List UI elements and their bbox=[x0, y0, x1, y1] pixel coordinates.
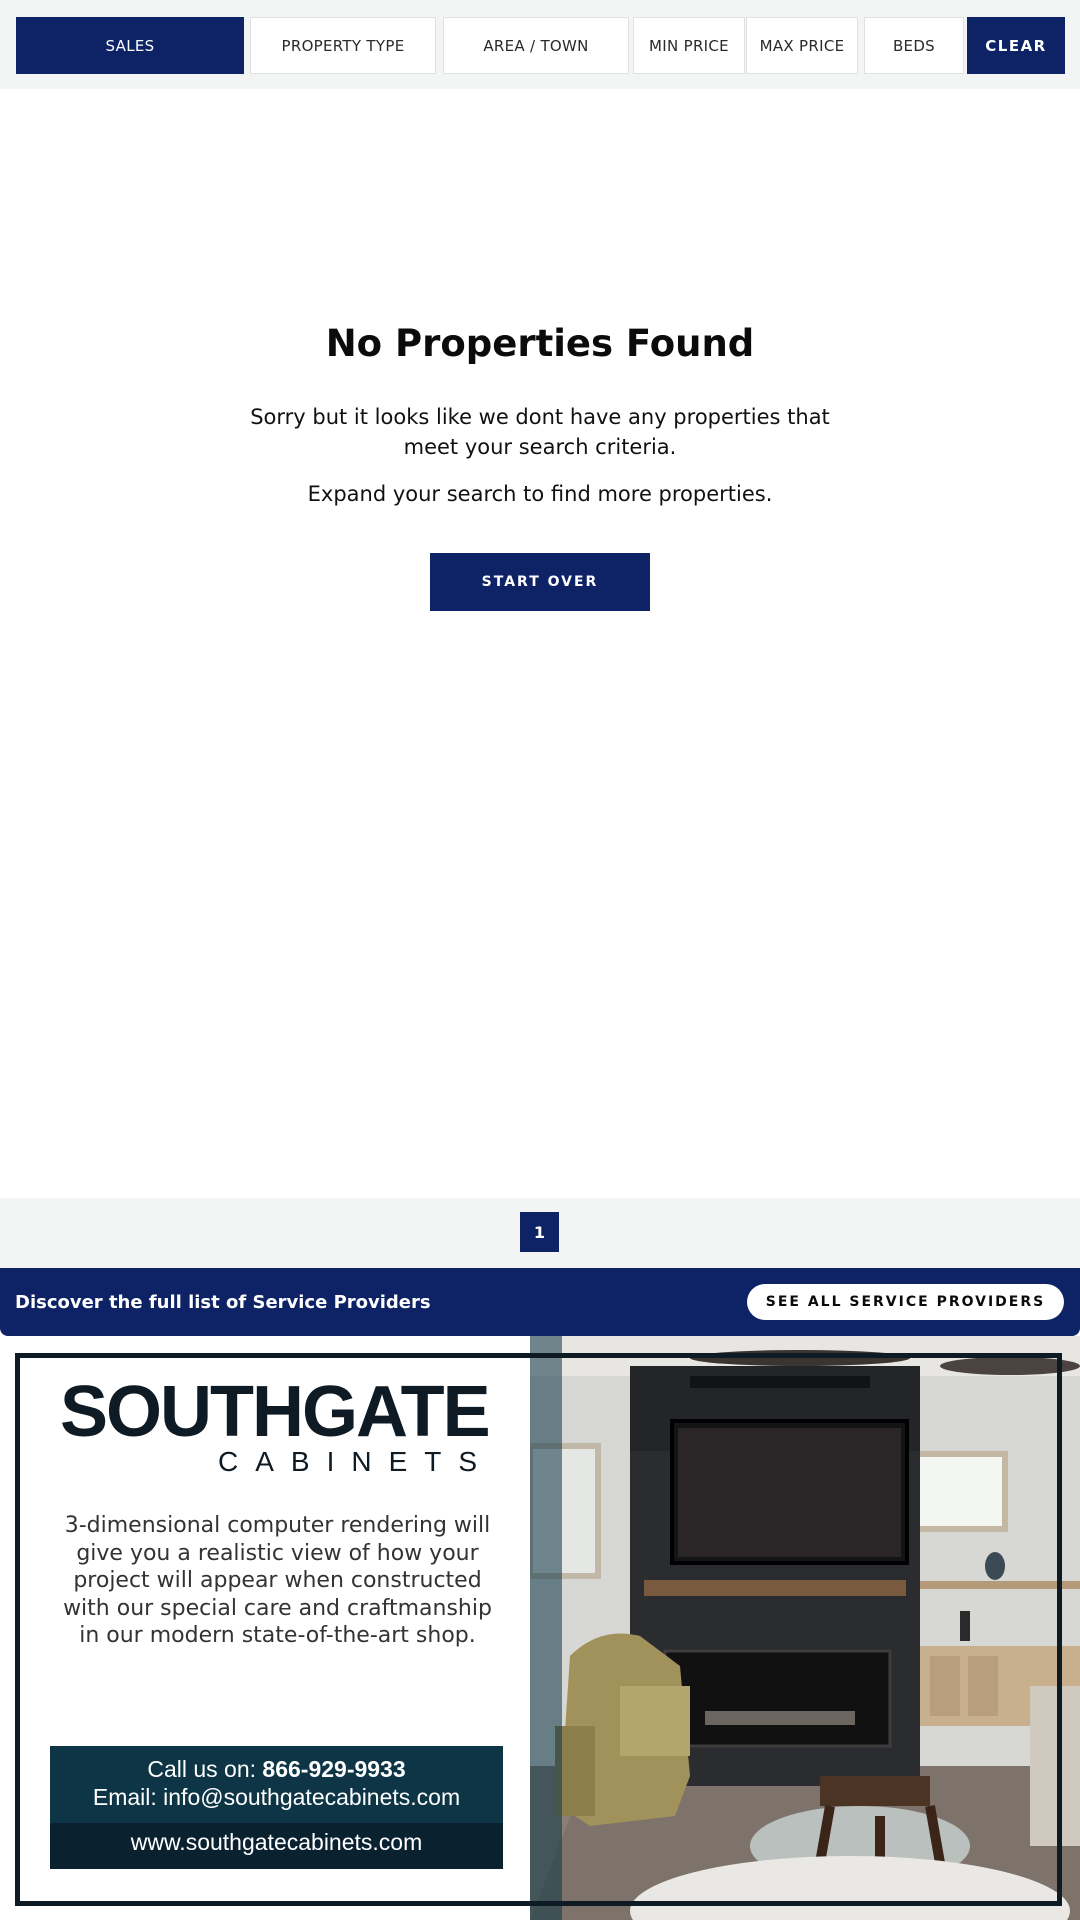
phone-number[interactable]: 866-929-9933 bbox=[262, 1756, 406, 1782]
call-prefix: Call us on: bbox=[147, 1756, 263, 1782]
pagination bbox=[0, 1198, 1080, 1268]
clear-filters-button[interactable]: CLEAR bbox=[967, 17, 1065, 74]
service-providers-banner bbox=[0, 1268, 1080, 1336]
filter-beds[interactable]: BEDS bbox=[864, 17, 964, 74]
cabinets-logo-subtitle: CABINETS bbox=[218, 1446, 495, 1477]
contact-box bbox=[50, 1746, 503, 1869]
website-link[interactable]: www.southgatecabinets.com bbox=[130, 1829, 423, 1855]
search-filter-bar bbox=[0, 0, 1080, 89]
southgate-logo: SOUTHGATE bbox=[60, 1372, 489, 1452]
see-all-service-providers-button[interactable]: SEE ALL SERVICE PROVIDERS bbox=[747, 1284, 1064, 1320]
ad-description: 3-dimensional computer rendering will give you a realistic view of how your project will appear when constructed with our special care and craftmanship in our modern state-of-the-art shop. bbox=[63, 1513, 492, 1648]
filter-max-price[interactable]: MAX PRICE bbox=[746, 17, 858, 74]
contact-phone-line bbox=[50, 1756, 503, 1783]
page-number-button[interactable]: 1 bbox=[520, 1212, 559, 1252]
filter-area-town[interactable]: AREA / TOWN bbox=[443, 17, 629, 74]
filter-sales[interactable]: SALES bbox=[16, 17, 244, 74]
filter-min-price[interactable]: MIN PRICE bbox=[633, 17, 745, 74]
no-results-title: No Properties Found bbox=[325, 322, 755, 365]
no-results-message: Sorry but it looks like we dont have any properties that meet your search criteria. bbox=[250, 405, 830, 459]
living-room-photo bbox=[530, 1336, 1080, 1920]
filter-property-type[interactable]: PROPERTY TYPE bbox=[250, 17, 436, 74]
no-results-hint: Expand your search to find more properties. bbox=[307, 482, 773, 506]
southgate-cabinets-ad[interactable] bbox=[0, 1336, 1080, 1920]
contact-email-line[interactable]: Email: info@southgatecabinets.com bbox=[92, 1784, 461, 1810]
service-providers-text: Discover the full list of Service Providers bbox=[15, 1291, 431, 1313]
start-over-button[interactable]: START OVER bbox=[430, 553, 650, 611]
